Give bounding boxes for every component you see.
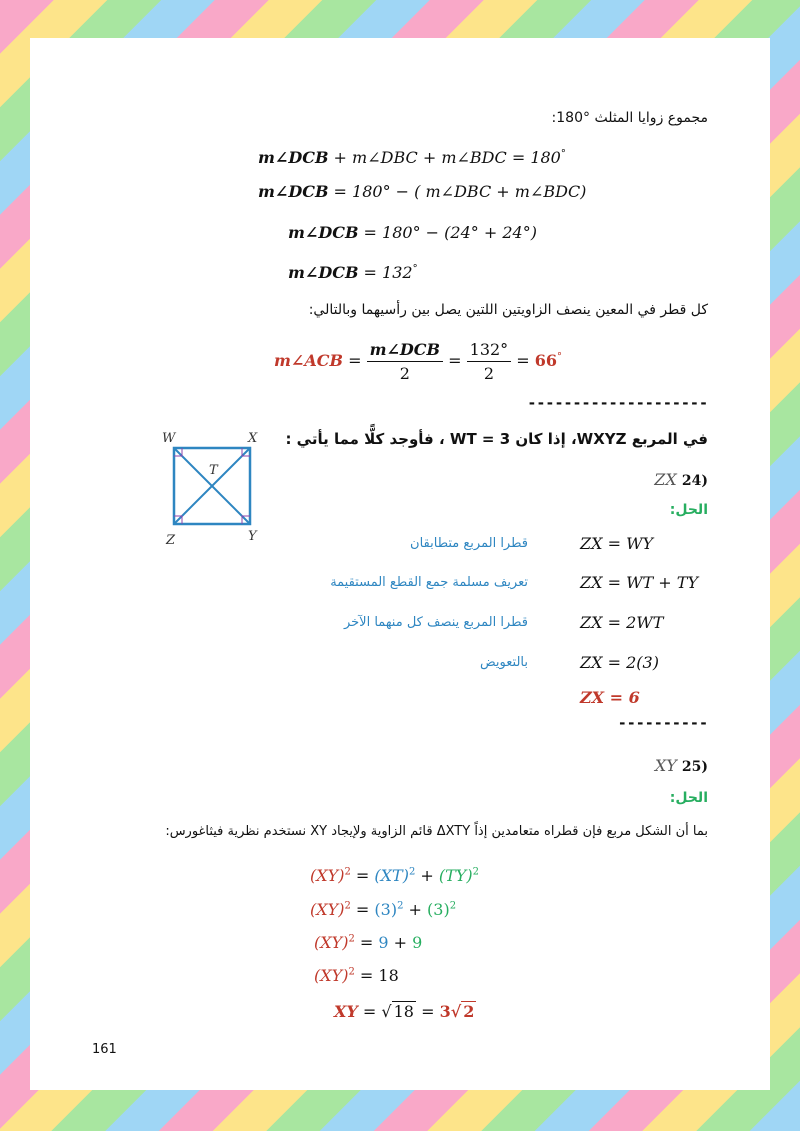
fraction-1-den: 2 xyxy=(399,364,410,383)
q24-number: 24) xyxy=(681,473,708,489)
fraction-1 xyxy=(367,340,443,383)
eq25-l4-a: (XY) xyxy=(314,966,349,985)
eq4-lhs: m∠DCB xyxy=(288,263,359,282)
eq25-line-1: (XY)$^2$ = (XT)$^2$ + (TY)$^2$ xyxy=(310,866,479,885)
solution-label-25: الحل: xyxy=(669,790,708,806)
equation-2 xyxy=(258,182,586,201)
page-number: 161 xyxy=(92,1042,117,1057)
step24-2-eq: ZX = WT + TY xyxy=(580,573,699,592)
eq25-line-5: XY = √ 18 = 3√ 2 xyxy=(334,1002,475,1021)
eq25-line-4: (XY)$^2$ = 18 xyxy=(314,966,399,985)
step24-4-eq: ZX = 2(3) xyxy=(580,653,659,672)
q24-var: ZX xyxy=(654,470,677,489)
eq25-l5-rad: 2 xyxy=(463,1002,475,1021)
fraction-2 xyxy=(467,340,512,383)
question-25 xyxy=(655,756,708,775)
eq25-l3-b: 9 xyxy=(378,933,389,952)
label-w: W xyxy=(162,431,176,446)
eq5-result: 66 xyxy=(534,351,558,370)
eq25-line-2: $(XY)^2 = (3)^2 + (3)^2$ xyxy=(310,900,457,919)
fraction-1-num: m∠DCB xyxy=(367,340,443,362)
separator-1: -------------------- xyxy=(527,394,708,412)
page xyxy=(30,38,770,1090)
step24-1-eq: ZX = WY xyxy=(580,534,654,553)
step24-2-reason: تعريف مسلمة جمع القطع المستقيمة xyxy=(330,575,528,590)
label-x: X xyxy=(248,431,258,446)
eq25-l5-lhs: XY xyxy=(334,1002,358,1021)
eq25-l4-b: 18 xyxy=(378,966,399,985)
q25-number: 25) xyxy=(681,759,708,775)
step24-3-reason: قطرا المربع ينصف كل منهما الآخر xyxy=(343,615,528,630)
step24-3-eq: ZX = 2WT xyxy=(580,613,664,632)
eq25-l2-b: (3) xyxy=(374,900,398,919)
eq5-lhs: m∠ACB xyxy=(274,351,344,370)
eq25-l2-c: (3) xyxy=(427,900,450,919)
equation-5: m∠ACB = $\frac{\text{m∠DCB}}{2}$ = $\frac{132^\circ}{2}$ = 66° xyxy=(274,340,563,383)
eq2-lhs: m∠DCB xyxy=(258,182,329,201)
equation-3 xyxy=(288,223,537,242)
eq25-line-3: (XY)$^2$ = 9 + 9 xyxy=(314,933,423,952)
label-z: Z xyxy=(166,533,176,548)
equation-1: m∠DCB + m∠DBC + m∠BDC = 180° xyxy=(258,148,566,167)
eq1-lhs: m∠DCB xyxy=(258,148,329,167)
solution-label-24: الحل: xyxy=(669,502,708,518)
fraction-2-den: 2 xyxy=(483,364,494,383)
question-24 xyxy=(654,470,708,489)
separator-2: ---------- xyxy=(617,714,708,732)
text-25: بما أن الشكل مربع فإن قطراه متعامدين إذاً ΔXTY قائم الزاوية ولإيجاد XY نستخدم نظرية فيثاغورس: xyxy=(165,824,708,839)
eq25-l2-a: (XY) xyxy=(310,900,345,919)
eq25-l5-coef: 3 xyxy=(439,1002,451,1021)
intro-text: مجموع زوايا المثلث °180: xyxy=(551,110,708,126)
eq4-rest: = 132 xyxy=(358,263,413,282)
answer-24: ZX = 6 xyxy=(580,688,640,707)
square-figure xyxy=(160,428,265,553)
step24-4-reason: بالتعويض xyxy=(480,655,528,670)
eq2-rest: = 180° − ( m∠DBC + m∠BDC) xyxy=(328,182,587,201)
problem-statement: في المربع WXYZ، إذا كان WT = 3 ، فأوجد كلًّا مما يأتي : xyxy=(285,430,708,448)
label-y: Y xyxy=(248,529,257,544)
step24-1-reason: قطرا المربع متطابقان xyxy=(410,536,528,551)
eq25-l3-a: (XY) xyxy=(314,933,349,952)
eq3-lhs: m∠DCB xyxy=(288,223,359,242)
eq25-l3-c: 9 xyxy=(412,933,423,952)
eq25-l1-a: (XY) xyxy=(310,866,345,885)
eq3-rest: = 180° − (24° + 24°) xyxy=(358,223,537,242)
eq25-l1-c: (TY) xyxy=(438,866,473,885)
fraction-2-num: 132° xyxy=(467,340,512,362)
q25-var: XY xyxy=(654,756,677,775)
equation-4: m∠DCB = 132° xyxy=(288,263,418,282)
eq1-rest: + m∠DBC + m∠BDC = 180 xyxy=(328,148,561,167)
diagonal-text: كل قطر في المعين ينصف الزاويتين اللتين يصل بين رأسيهما وبالتالي: xyxy=(308,302,708,318)
eq25-l5-mid: 18 xyxy=(393,1002,414,1021)
eq25-l1-b: (XT) xyxy=(374,866,409,885)
label-t: T xyxy=(209,463,218,478)
